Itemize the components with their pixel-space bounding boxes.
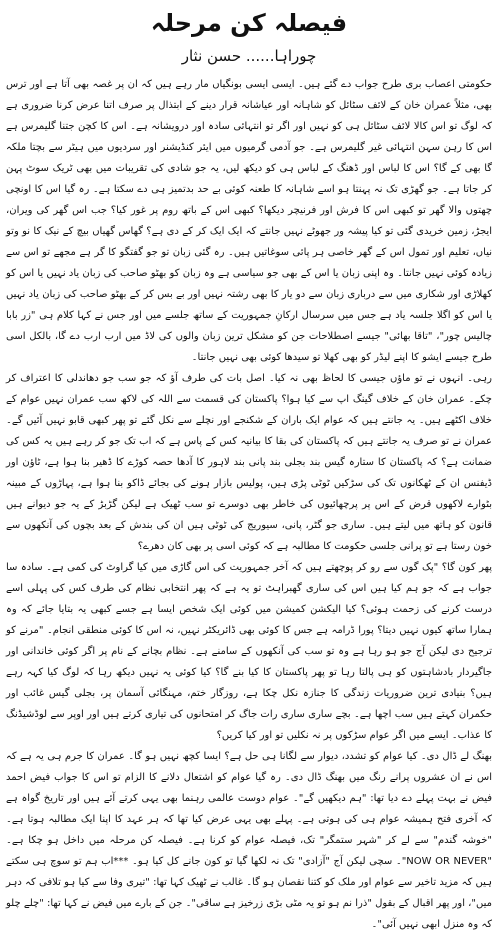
article-byline: چوراہا...... حسن نثار [181, 47, 317, 65]
article-paragraph: رہی۔ انہوں نے تو ماؤں جیسی کا لحاظ بھی نہ کیا۔ اصل بات کی طرف آؤ کہ جو سب جو دھاندلی کا اعتراف کر چکے۔ عمران خان کے خلاف گینگ اپ سے کیا ہوا؟ پاکستان کی قسمت سے اللہ کی لاکھ سب عمران نہیں عوام کے خلاف اکٹھے ہیں۔ یہ جانتے ہیں کہ عوام ایک باران کے شکنجے اور نچلے سے نکل گئے تو پھر کبھی قابو نہیں آئیں گے۔ عمران نے تو صرف یہ جانتے ہیں کہ پاکستان کی بقا کا بیانیہ کس کے پاس ہے کہ اب تک جو کر رہے ہیں یہ کس کی ضمانت ہے؟ کہ پاکستان کا ستارہ گیس بند بجلی بند پانی بند لاہور کا آدھا حصہ کوڑے کا ڈھیر بنا ہوا ہے، ٹاؤن اور ڈیفنس ان کے ٹھکانوں تک کی سڑکیں ٹوٹی پڑی ہیں، پولیس بازار ہونے کی بجائے ڈاکو بنا ہوا ہے، پہاڑوں کے مبینہ بٹوارے لاکھوں قرض کے اس پر پرچھائیوں کی خاطر بھی دوسرے تو سب ٹھیک ہے لیکن گڑبڑ کے یہ جو دیوانے ہیں قانون کو ہاتھ میں لیتے ہیں۔ ساری جو گٹر، پانی، سیوریج کی ٹوٹی ہیں ان کی بندش کے بعد بچوں کی آنکھوں سے خون رستا ہے تو پرانی جلسی حکومت کا مطالبہ ہے کہ کوئی اسی پر بھی کان دھرے؟ [6, 373, 492, 552]
article-paragraph: حکومتی اعصاب بری طرح جواب دے گئے ہیں۔ ایسی ایسی بونگیاں مار رہے ہیں کہ ان پر غصہ بھی آتا ہے اور ترس بھی، مثلاً عمران خان کے لائف سٹائل کو شاہانہ اور عیاشانہ قرار دینے کے ابتذال پر صرف اتنا عرض کرنا ضروری ہے کہ لوگ تو اس کالا لائف سٹائل ہی کو نہیں اور اگر تو انتہائی سادہ اور درویشانہ ہے۔ اس کا کچن جتنا گلیمرس ہے اس کا رہن سہن انتہائی غیر گلیمرس ہے۔ جو آدمی گرمیوں میں ایئر کنڈیشنر اور سردیوں میں ہیٹر سے بچتا ملکہ گا بھی کے گا؟ اس کا لباس اور ڈھنگ کے لباس ہی کو دیکھ لیں، یہ جو شادی کی تقریبات میں بھی ٹریک سوٹ پہن کر جاتا ہے۔ جو گھڑی تک نہ پہنتا ہو اسے شاہانہ کا طعنہ کوئی بے حد بدتمیز ہی دے سکتا ہے۔ رہ گیا اس کا اونچی چھتوں والا گھر تو کبھی اس کا فرش اور فرنیچر دیکھا؟ کبھی اس کے باتھ روم پر غور کیا؟ جب اس گھر کی ویران، ایجڑ، زمین خریدی گئی تو کیا پیشہ ور جھوٹے نہیں جانتے کہ ایک ایک کر کے دی ہے؟ گھاس گھیاں بیچ کے نیک کا نو وتو نیاں، تعلیم اور تمول اس کے گھر خاصی ہر پائی سوغاتیں ہیں۔ رہ گئی زبان تو جو گفتگو کا گر ہے مجھے تو اس سے زیادہ کوئی نہیں جانتا۔ وہ اپنی زبان یا اس کے بھی جو سیاسی ہے وہ زبان کو بھٹو صاحب کی زبان یاد نہیں یا اس کو کھلاڑی اور شکاری میں سے درباری زبان سے دو یار کا بھی رشتہ نہیں اور بے بس کر کے بھٹو صاحب کی زبان یاد نہیں یا اس کو اگلا جلسہ یاد ہے جس میں سرسال ارکانِ جمہوریت کے ساتھ جلسے میں اور جس نے کہا کلام ہی "زر بابا چالیس چور"، "تاقا بھائی" جیسے اصطلاحات جن کو مشکل ترین زبان والوں کی لاڈ میں ارب ارب دے گا، بالکل اسی طرح جیسے ایشو کا اپنے لیڈر کو بھی کھلا تو سیدھا کوئی بھی نہیں جانتا۔ [6, 79, 492, 363]
article-paragraph: پھر کون گا؟ "پک گوں سے رو کر پوچھتے ہیں کہ آخر جمہوریت کی اس گاڑی میں کیا گراوٹ کی کمی ہے۔ سادہ سا جواب ہے کہ جو ہم کیا ہیں اس کی ساری گھبراہٹ تو یہ ہے کہ پھر انتخابی نظام کی طرف کس کی پہلی اسے درست کرنے کی زحمت ہوئی؟ کیا الیکشن کمیشن میں کوئی ایک شخص ایسا ہے جسے کبھی یہ بتایا جائے کہ وہ ہمارا ساتھ کیوں نہیں دیتا؟ پورا ڈرامہ ہے جس کا کوئی بھی ڈائریکٹر نہیں، نہ اس کا کوئی منطقی انجام۔ "مرنے کو ترجیح دی لیکن آج جو ہو رہا ہے وہ تو سب کی آنکھوں کے سامنے ہے۔ نظام بچانے کے نام پر اگر کوئی خاندانی اور جاگیردار بادشاہتوں کو ہی پالتا رہا تو پھر پاکستان کا کیا بنے گا؟ کیا کوئی یہ نہیں دیکھ رہا کہ لوگ کیا کہہ رہے ہیں؟ بنیادی ترین ضروریات زندگی کا جنازہ نکل چکا ہے، روزگار ختم، مہنگائی آسمان پر، بجلی گیس غائب اور حکمران کہتے ہیں سب اچھا ہے۔ بچے ساری ساری رات جاگ کر امتحانوں کی تیاری کرتے ہیں اور اوپر سے لوڈشیڈنگ کا عذاب۔ ایسے میں اگر عوام سڑکوں پر نہ نکلیں تو اور کیا کریں؟ [6, 562, 492, 741]
article-body [6, 74, 492, 935]
article-title: فیصلہ کن مرحلہ [150, 9, 348, 37]
article-paragraph: بھنگ لے ڈال دی۔ کیا عوام کو تشدد، دیوار سے لگانا ہی حل ہے؟ ایسا کچھ نہیں ہو گا۔ عمران کا جرم ہی یہ ہے کہ اس نے ان عشروں پرانے رنگ میں بھنگ ڈال دی۔ رہ گیا عوام کو اشتعال دلانے کا الزام تو اس کا جواب فیض احمد فیض نے بہت پہلے دے دیا تھا: "ہم دیکھیں گے"۔ عوام دوست عالمی رہنما بھی یہی کرتے آئے ہیں اور تاریخ گواہ ہے کہ آخری فتح ہمیشہ عوام ہی کی ہوتی ہے۔ پہلے بھی یہی عرض کیا تھا کہ ہر عہد کا اپنا ایک مطالبہ ہوتا ہے۔ "خوشہ گندم" سے لے کر "شہر ستمگر" تک، فیصلہ عوام کو کرنا ہے۔ فیصلہ کن مرحلہ میں داخل ہو چکا ہے۔ "NOW OR NEVER"۔ سچی لیکن آج "آزادی" تک نہ لکھا گیا تو کون جانے کل کیا ہو۔ ***اب ہم تو سوچ ہی سکتے ہیں کہ مزید تاخیر سے عوام اور ملک کو کتنا نقصان ہو گا۔ غالب نے ٹھیک کہا تھا: "تیری وفا سے کیا ہو تلافی کہ دہر میں"، اور پھر اقبال کے بقول "ذرا نم ہو تو یہ مٹی بڑی زرخیز ہے ساقی"۔ جن کے بارے میں فیض نے کہا تھا: "چلے چلو کہ وہ منزل ابھی نہیں آئی"۔ [6, 751, 492, 930]
